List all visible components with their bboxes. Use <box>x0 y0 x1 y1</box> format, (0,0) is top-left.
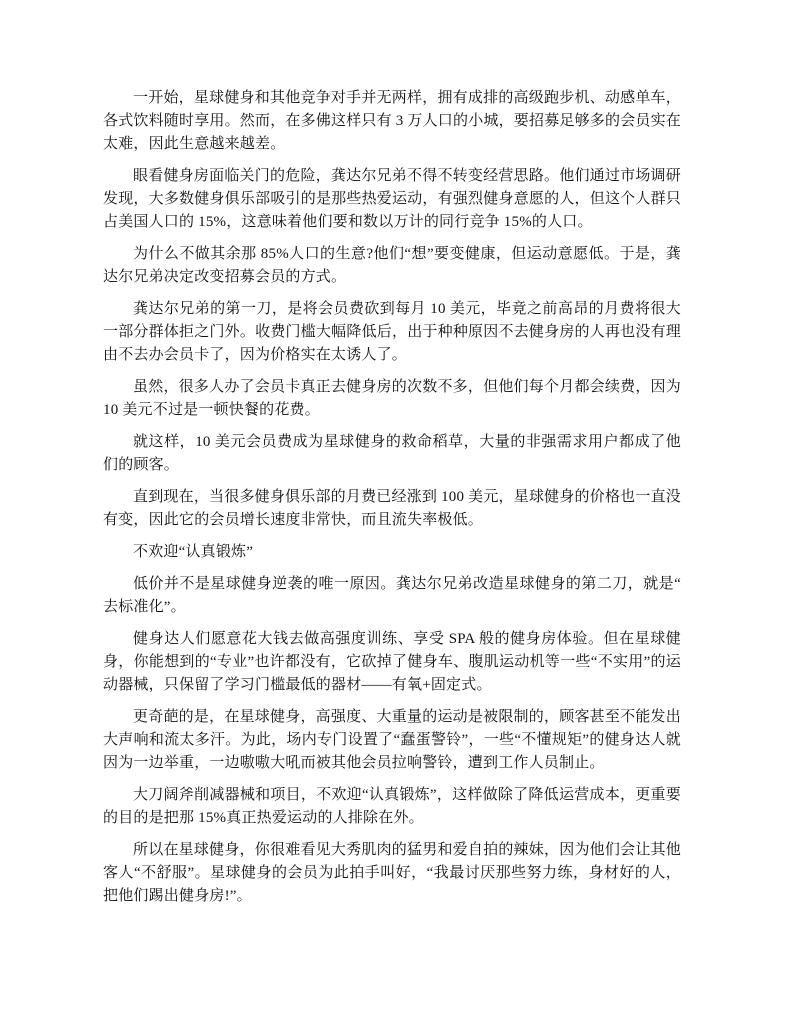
paragraph-intro: 一开始，星球健身和其他竞争对手并无两样，拥有成排的高级跑步机、动感单车，各式饮料随时享用。然而，在多佛这样只有 3 万人口的小城，要招募足够多的会员实在太难，因此生意越来越差。 <box>103 90 682 152</box>
section-subheading: 不欢迎“认真锻炼” <box>133 544 254 560</box>
paragraph-first-cut: 龚达尔兄弟的第一刀，是将会员费砍到每月 10 美元，毕竟之前高昂的月费将很大一部分群体拒之门外。收费门槛大幅降低后，出于种种原因不去健身房的人再也没有理由不去办会员卡了，因为价格实在太诱人了。 <box>103 301 681 363</box>
paragraph-lunk-alarm: 更奇葩的是，在星球健身，高强度、大重量的运动是被限制的，顾客甚至不能发出大声响和流太多汗。为此，场内专门设置了“蠢蛋警铃”，一些“不懂规矩”的健身达人就因为一边举重，一边嗷嗷大吼而被其他会员拉响警铃，遭到工作人员制止。 <box>103 709 681 771</box>
article-body <box>103 87 681 917</box>
paragraph-second-cut: 低价并不是星球健身逆袭的唯一原因。龚达尔兄弟改造星球健身的第二刀，就是“去标准化”。 <box>103 576 681 615</box>
paragraph-crisis: 眼看健身房面临关门的危险，龚达尔兄弟不得不转变经营思路。他们通过市场调研发现，大多数健身俱乐部吸引的是那些热爱运动，有强烈健身意愿的人，但这个人群只占美国人口的 15%，这意味着他们要和数以万计的同行竞争 15%的人口。 <box>103 168 681 230</box>
paragraph-lifeline: 就这样，10 美元会员费成为星球健身的救命稻草，大量的非强需求用户都成了他们的顾客。 <box>103 434 681 473</box>
paragraph-renewal: 虽然，很多人办了会员卡真正去健身房的次数不多，但他们每个月都会续费，因为 10 美元不过是一顿快餐的花费。 <box>103 379 681 418</box>
paragraph-price-steady: 直到现在，当很多健身俱乐部的月费已经涨到 100 美元，星球健身的价格也一直没有变，因此它的会员增长速度非常快，而且流失率极低。 <box>103 489 681 528</box>
paragraph-85-percent: 为什么不做其余那 85%人口的生意?他们“想”要变健康，但运动意愿低。于是，龚达尔兄弟决定改变招募会员的方式。 <box>103 246 681 285</box>
paragraph-exclude-15: 大刀阔斧削减器械和项目，不欢迎“认真锻炼”，这样做除了降低运营成本，更重要的目的是把那 15%真正热爱运动的人排除在外。 <box>103 787 681 826</box>
paragraph-members-cheer: 所以在星球健身，你很难看见大秀肌肉的猛男和爱自拍的辣妹，因为他们会让其他客人“不舒服”。星球健身的会员为此拍手叫好，“我最讨厌那些努力练，身材好的人，把他们踢出健身房!”。 <box>103 842 681 904</box>
paragraph-destandardize: 健身达人们愿意花大钱去做高强度训练、享受 SPA 般的健身房体验。但在星球健身，你能想到的“专业”也许都没有，它砍掉了健身车、腹肌运动机等一些“不实用”的运动器械，只保留了学习门槛最低的器材——有氧+固定式。 <box>103 631 681 693</box>
